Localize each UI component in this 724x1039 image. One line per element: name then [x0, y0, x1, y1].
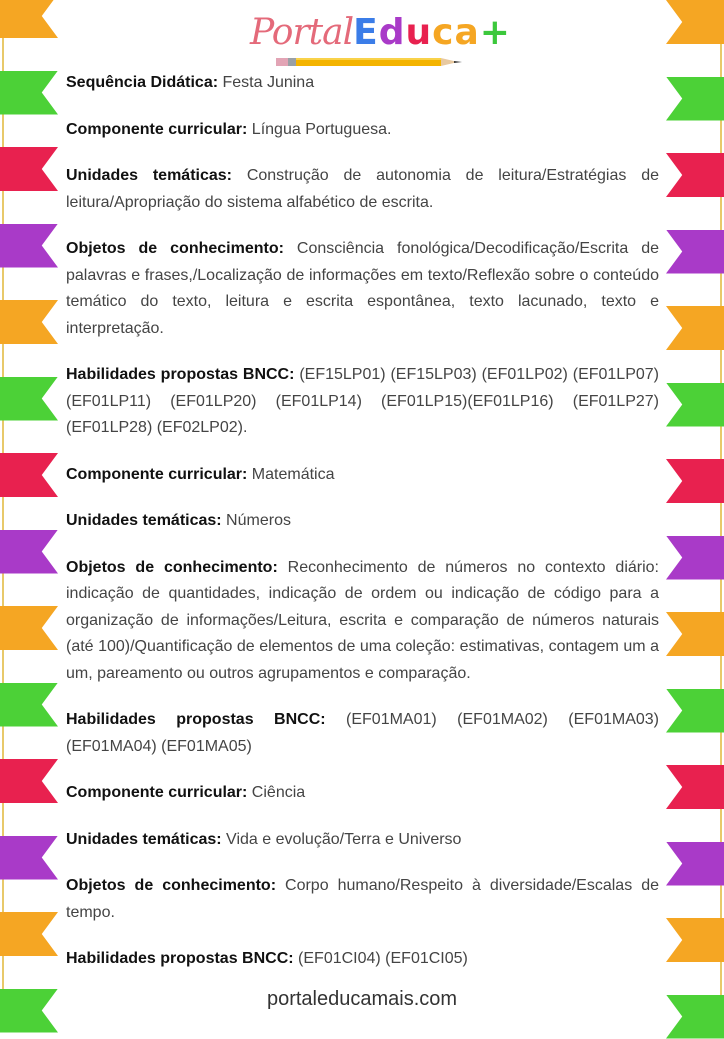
- document-paragraph: [66, 827, 659, 854]
- ribbon-right: [666, 383, 724, 427]
- logo-letter: d: [378, 12, 406, 53]
- ribbon-right: [666, 230, 724, 274]
- paragraph-value: Festa Junina: [218, 74, 315, 91]
- document-paragraph: [66, 117, 659, 144]
- paragraph-label: Objetos de conhecimento:: [66, 240, 284, 257]
- paragraph-label: Habilidades propostas BNCC:: [66, 366, 295, 383]
- ribbon-left: [0, 530, 58, 574]
- paragraph-label: Habilidades propostas BNCC:: [66, 950, 294, 967]
- paragraph-label: Unidades temáticas:: [66, 167, 232, 184]
- paragraph-value: Língua Portuguesa.: [247, 120, 392, 138]
- ribbon-left: [0, 759, 58, 803]
- paragraph-value: (EF15LP01) (EF15LP03) (EF01LP02) (EF01LP07) (EF01LP11) (EF01LP20) (EF01LP14) (EF01LP15)(EF01LP16) (EF01LP27) (EF01LP28) (EF02LP02).: [66, 366, 660, 436]
- paragraph-value: Números: [221, 512, 291, 529]
- ribbon-right: [666, 153, 724, 197]
- ribbon-right: [666, 918, 724, 962]
- header: [0, 6, 724, 66]
- paragraph-label: Objetos de conhecimento:: [66, 877, 277, 894]
- paragraph-value: Ciência: [247, 784, 306, 801]
- paragraph-label: Componente curricular:: [66, 784, 248, 801]
- pencil-icon: [276, 56, 466, 68]
- paragraph-value: (EF01MA01) (EF01MA02) (EF01MA03) (EF01MA04) (EF01MA05): [66, 711, 660, 755]
- document-paragraph: [66, 362, 659, 442]
- document-paragraph: [66, 236, 659, 342]
- logo-portal-text: Portal: [250, 12, 354, 53]
- paragraph-value: Vida e evolução/Terra e Universo: [221, 830, 462, 848]
- document-paragraph: [66, 555, 659, 688]
- ribbon-right: [666, 77, 724, 121]
- document-paragraph: [66, 508, 659, 535]
- logo-letter: c: [432, 12, 455, 53]
- ribbon-right: [666, 689, 724, 733]
- paragraph-label: Unidades temáticas:: [66, 830, 222, 848]
- logo-letter: E: [353, 12, 379, 53]
- ribbon-left: [0, 836, 58, 880]
- ribbon-right: [666, 306, 724, 350]
- document-paragraph: [66, 70, 659, 97]
- paragraph-label: Unidades temáticas:: [66, 512, 222, 529]
- ribbon-left: [0, 224, 58, 268]
- ribbon-right: [666, 536, 724, 580]
- paragraph-value: Reconhecimento de números no contexto diário: indicação de quantidades, indicação de ordem ou indicação de código para a organização de informações/Leitura, escrita e comparação de números naturais (até 100)/Quantificação de elementos de uma coleção: estimativas, contagem um a um, pareamento ou outros agrupamentos e comparação.: [66, 558, 659, 682]
- document-paragraph: [66, 462, 659, 489]
- document-paragraph: [66, 946, 659, 973]
- ribbon-left: [0, 683, 58, 727]
- footer-url[interactable]: portaleducamais.com: [266, 988, 458, 1010]
- paragraph-label: Componente curricular:: [66, 465, 248, 483]
- document-paragraph: [66, 873, 659, 926]
- document-body: [66, 70, 659, 993]
- logo-letter: u: [405, 12, 433, 53]
- ribbon-left: [0, 453, 58, 497]
- paragraph-value: Consciência fonológica/Decodificação/Escrita de palavras e frases,/Localização de informações em texto/Reflexão sobre o conteúdo temático do texto, leitura e escrita espontânea, texto lacunado, texto e interpretação.: [66, 240, 659, 337]
- ribbon-left: [0, 300, 58, 344]
- paragraph-value: Matemática: [247, 465, 335, 483]
- ribbon-right: [666, 842, 724, 886]
- paragraph-value: Corpo humano/Respeito à diversidade/Escalas de tempo.: [66, 877, 659, 921]
- logo-letter: a: [454, 12, 480, 53]
- portal-educa-logo: [250, 12, 510, 53]
- ribbon-right: [666, 459, 724, 503]
- document-paragraph: [66, 780, 659, 807]
- paragraph-label: Habilidades propostas BNCC:: [66, 711, 326, 728]
- paragraph-label: Sequência Didática:: [66, 74, 219, 91]
- ribbon-right: [666, 765, 724, 809]
- document-paragraph: [66, 163, 659, 216]
- ribbon-left: [0, 606, 58, 650]
- logo-educa-text: [353, 12, 480, 53]
- paragraph-label: Objetos de conhecimento:: [66, 558, 278, 576]
- paragraph-label: Componente curricular:: [66, 120, 248, 138]
- paragraph-value: (EF01CI04) (EF01CI05): [293, 950, 468, 967]
- logo-plus-text: +: [479, 12, 510, 53]
- document-paragraph: [66, 707, 659, 760]
- paragraph-value: Construção de autonomia de leitura/Estratégias de leitura/Apropriação do sistema alfabético de escrita.: [66, 167, 659, 211]
- ribbon-right: [666, 612, 724, 656]
- ribbon-left: [0, 71, 58, 115]
- ribbon-left: [0, 912, 58, 956]
- ribbon-left: [0, 377, 58, 421]
- ribbon-left: [0, 147, 58, 191]
